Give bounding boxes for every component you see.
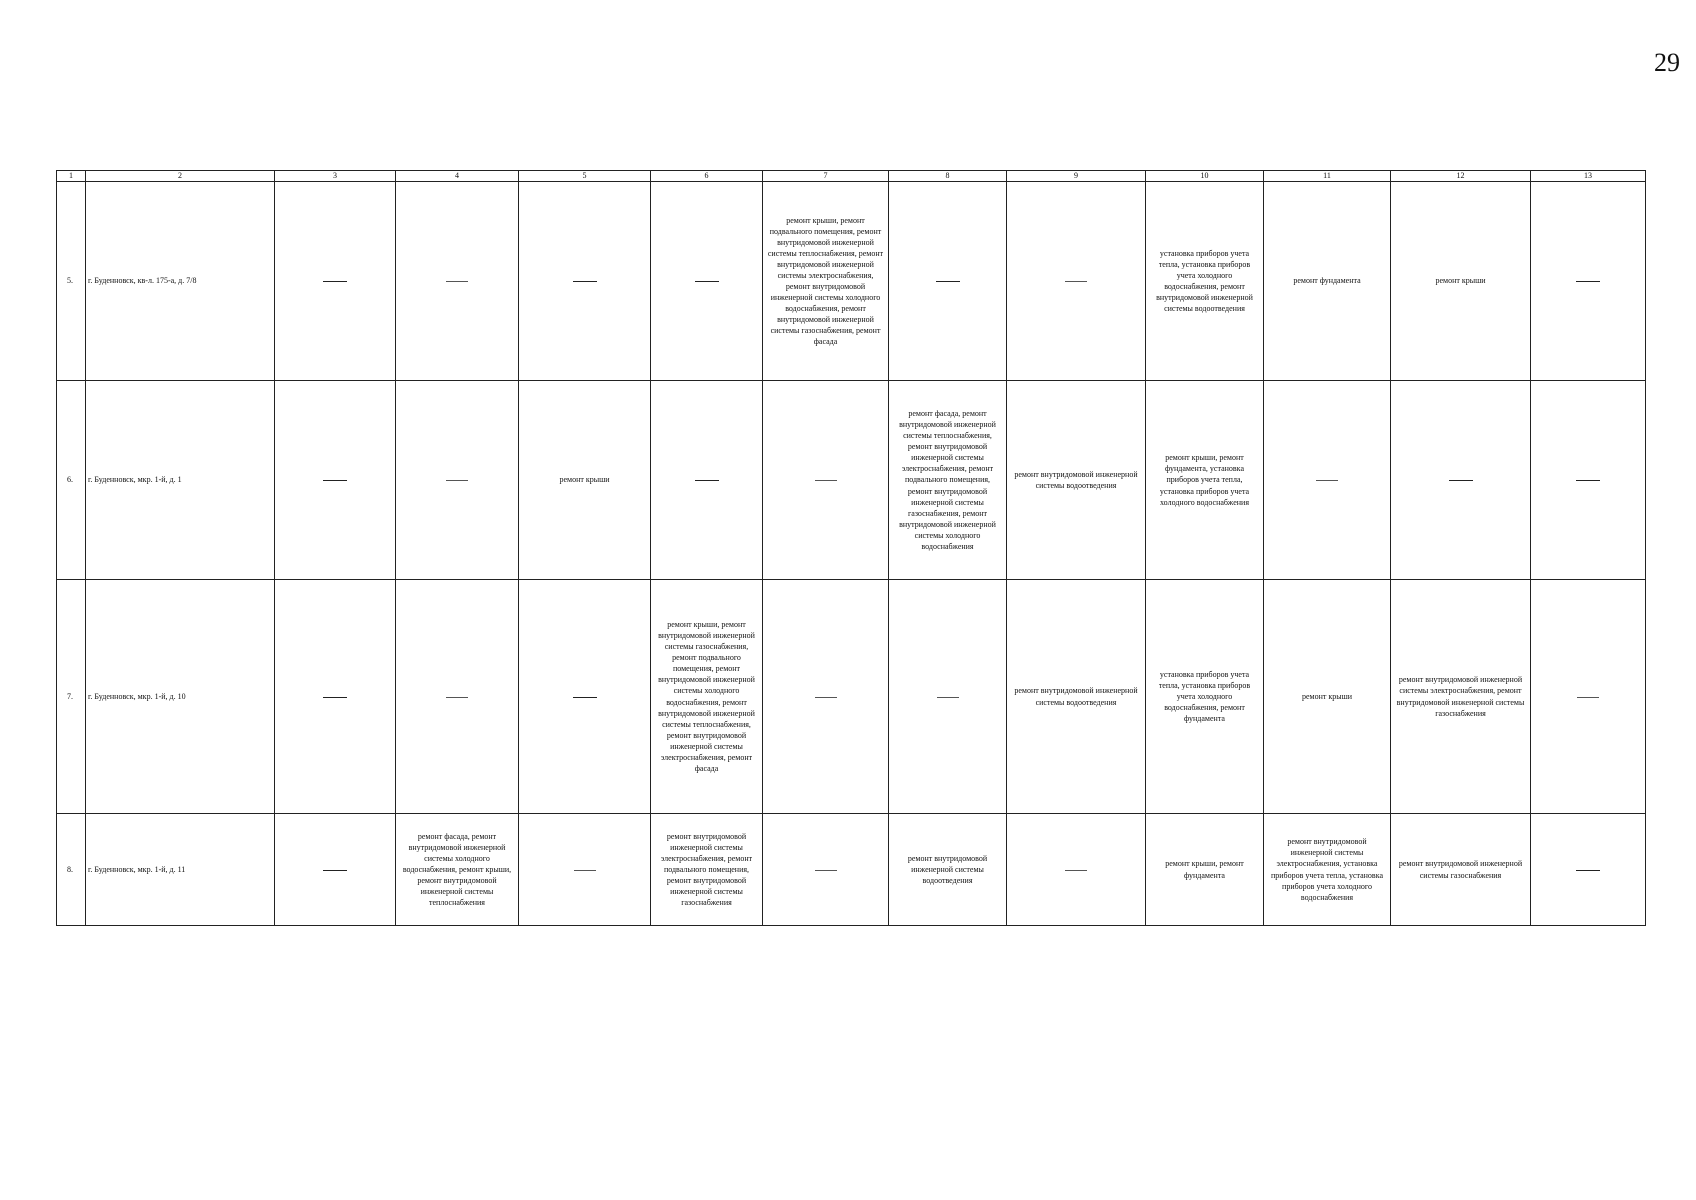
dash-mark <box>446 281 468 282</box>
dash-mark <box>446 697 468 698</box>
empty-cell <box>275 580 396 814</box>
empty-cell <box>651 381 763 580</box>
dash-mark <box>937 697 959 698</box>
empty-cell <box>1391 381 1531 580</box>
dash-mark <box>1065 281 1087 282</box>
dash-mark <box>1576 870 1600 871</box>
repair-schedule-table <box>56 170 1645 926</box>
empty-cell <box>519 182 651 381</box>
col-header-3: 3 <box>275 171 396 182</box>
row-number: 5. <box>57 182 86 381</box>
empty-cell <box>1531 580 1646 814</box>
work-cell <box>1146 182 1264 381</box>
work-text: ремонт крыши, ремонт фундамента, установка приборов учета тепла, установка приборов учета холодного водоснабжения <box>1159 453 1250 507</box>
work-text: установка приборов учета тепла, установка приборов учета холодного водоснабжения, ремонт внутридомовой инженерной системы водоотведения <box>1156 248 1253 314</box>
table-row <box>57 580 1646 814</box>
dash-mark <box>815 480 837 481</box>
row-address: г. Буденновск, кв-л. 175-а, д. 7/8 <box>86 182 275 381</box>
work-text: ремонт фасада, ремонт внутридомовой инженерной системы холодного водоснабжения, ремонт крыши, ремонт внутридомовой инженерной системы теплоснабжения <box>402 831 512 908</box>
work-cell <box>1391 814 1531 926</box>
work-text: ремонт внутридомовой инженерной системы водоотведения <box>1014 686 1138 707</box>
dash-mark <box>936 281 960 282</box>
empty-cell <box>889 580 1007 814</box>
work-cell <box>1146 814 1264 926</box>
work-cell <box>519 381 651 580</box>
col-header-5: 5 <box>519 171 651 182</box>
work-cell <box>889 381 1007 580</box>
work-text: ремонт внутридомовой инженерной системы водоотведения <box>907 853 988 886</box>
empty-cell <box>1007 182 1146 381</box>
work-text: установка приборов учета тепла, установка приборов учета холодного водоснабжения, ремонт фундамента <box>1158 669 1251 724</box>
work-cell <box>1007 381 1146 580</box>
dash-mark <box>1065 870 1087 871</box>
work-cell <box>1264 580 1391 814</box>
work-text: ремонт внутридомовой инженерной системы электроснабжения, установка приборов учета тепла, установка приборов учета холодного водоснабжения <box>1270 837 1384 902</box>
dash-mark <box>323 870 347 871</box>
col-header-8: 8 <box>889 171 1007 182</box>
page-number: 29 <box>1654 48 1680 77</box>
table <box>56 170 1646 926</box>
row-number: 6. <box>57 381 86 580</box>
work-cell <box>1007 580 1146 814</box>
dash-mark <box>323 480 347 481</box>
work-text: ремонт фасада, ремонт внутридомовой инженерной системы теплоснабжения, ремонт внутридомовой инженерной системы электроснабжения, ремонт подвального помещения, ремонт внутридомовой инженерной системы газоснабжения, ремонт внутридомовой инженерной системы холодного водоснабжения <box>899 409 996 551</box>
empty-cell <box>396 381 519 580</box>
col-header-1: 1 <box>57 171 86 182</box>
col-header-4: 4 <box>396 171 519 182</box>
work-cell <box>651 814 763 926</box>
header-row <box>57 171 1646 182</box>
work-text: ремонт крыши, ремонт подвального помещения, ремонт внутридомовой инженерной системы теплоснабжения, ремонт внутридомовой инженерной системы электроснабжения, ремонт внутридомовой инженерной системы холодного водоснабжения, ремонт внутридомовой инженерной системы газоснабжения, ремонт фасада <box>767 215 884 347</box>
empty-cell <box>1531 182 1646 381</box>
col-header-6: 6 <box>651 171 763 182</box>
empty-cell <box>1531 814 1646 926</box>
empty-cell <box>1007 814 1146 926</box>
work-text: ремонт фундамента <box>1293 276 1361 286</box>
row-address: г. Буденновск, мкр. 1-й, д. 1 <box>86 381 275 580</box>
empty-cell <box>519 814 651 926</box>
empty-cell <box>1531 381 1646 580</box>
empty-cell <box>763 580 889 814</box>
work-cell <box>1264 814 1391 926</box>
row-number: 8. <box>57 814 86 926</box>
col-header-11: 11 <box>1264 171 1391 182</box>
dash-mark <box>1449 480 1473 481</box>
work-cell <box>1146 381 1264 580</box>
col-header-12: 12 <box>1391 171 1531 182</box>
dash-mark <box>695 480 719 481</box>
work-text: ремонт крыши, ремонт внутридомовой инженерной системы газоснабжения, ремонт подвального помещения, ремонт внутридомовой инженерной системы холодного водоснабжения, ремонт внутридомовой инженерной системы теплоснабжения, ремонт внутридомовой инженерной системы электроснабжения, ремонт фасада <box>658 620 755 773</box>
empty-cell <box>651 182 763 381</box>
dash-mark <box>573 697 597 698</box>
dash-mark <box>815 870 837 871</box>
dash-mark <box>323 697 347 698</box>
work-cell <box>763 182 889 381</box>
work-text: ремонт крыши <box>1301 691 1353 701</box>
work-text: ремонт внутридомовой инженерной системы электроснабжения, ремонт внутридомовой инженерной системы газоснабжения <box>1396 675 1525 718</box>
work-text: ремонт внутридомовой инженерной системы электроснабжения, ремонт подвального помещения, ремонт внутридомовой инженерной системы газоснабжения <box>660 831 753 908</box>
empty-cell <box>275 182 396 381</box>
dash-mark <box>695 281 719 282</box>
col-header-9: 9 <box>1007 171 1146 182</box>
dash-mark <box>573 281 597 282</box>
work-cell <box>1264 182 1391 381</box>
work-cell <box>651 580 763 814</box>
table-row <box>57 381 1646 580</box>
work-text: ремонт крыши, ремонт фундамента <box>1165 859 1244 880</box>
table-row <box>57 182 1646 381</box>
empty-cell <box>396 182 519 381</box>
dash-mark <box>1577 697 1599 698</box>
dash-mark <box>446 480 468 481</box>
work-cell <box>1146 580 1264 814</box>
row-address: г. Буденновск, мкр. 1-й, д. 10 <box>86 580 275 814</box>
dash-mark <box>1316 480 1338 481</box>
table-row <box>57 814 1646 926</box>
col-header-10: 10 <box>1146 171 1264 182</box>
empty-cell <box>889 182 1007 381</box>
empty-cell <box>275 814 396 926</box>
empty-cell <box>763 381 889 580</box>
work-text: ремонт внутридомовой инженерной системы водоотведения <box>1014 469 1138 490</box>
work-text: ремонт внутридомовой инженерной системы газоснабжения <box>1398 859 1523 880</box>
dash-mark <box>815 697 837 698</box>
col-header-2: 2 <box>86 171 275 182</box>
work-cell <box>889 814 1007 926</box>
work-text: ремонт крыши <box>559 475 610 485</box>
col-header-7: 7 <box>763 171 889 182</box>
dash-mark <box>1576 281 1600 282</box>
dash-mark <box>323 281 347 282</box>
empty-cell <box>275 381 396 580</box>
empty-cell <box>1264 381 1391 580</box>
dash-mark <box>1576 480 1600 481</box>
empty-cell <box>519 580 651 814</box>
row-number: 7. <box>57 580 86 814</box>
work-text: ремонт крыши <box>1435 276 1486 286</box>
dash-mark <box>574 870 596 871</box>
row-address: г. Буденновск, мкр. 1-й, д. 11 <box>86 814 275 926</box>
work-cell <box>396 814 519 926</box>
empty-cell <box>763 814 889 926</box>
work-cell <box>1391 182 1531 381</box>
col-header-13: 13 <box>1531 171 1646 182</box>
work-cell <box>1391 580 1531 814</box>
empty-cell <box>396 580 519 814</box>
